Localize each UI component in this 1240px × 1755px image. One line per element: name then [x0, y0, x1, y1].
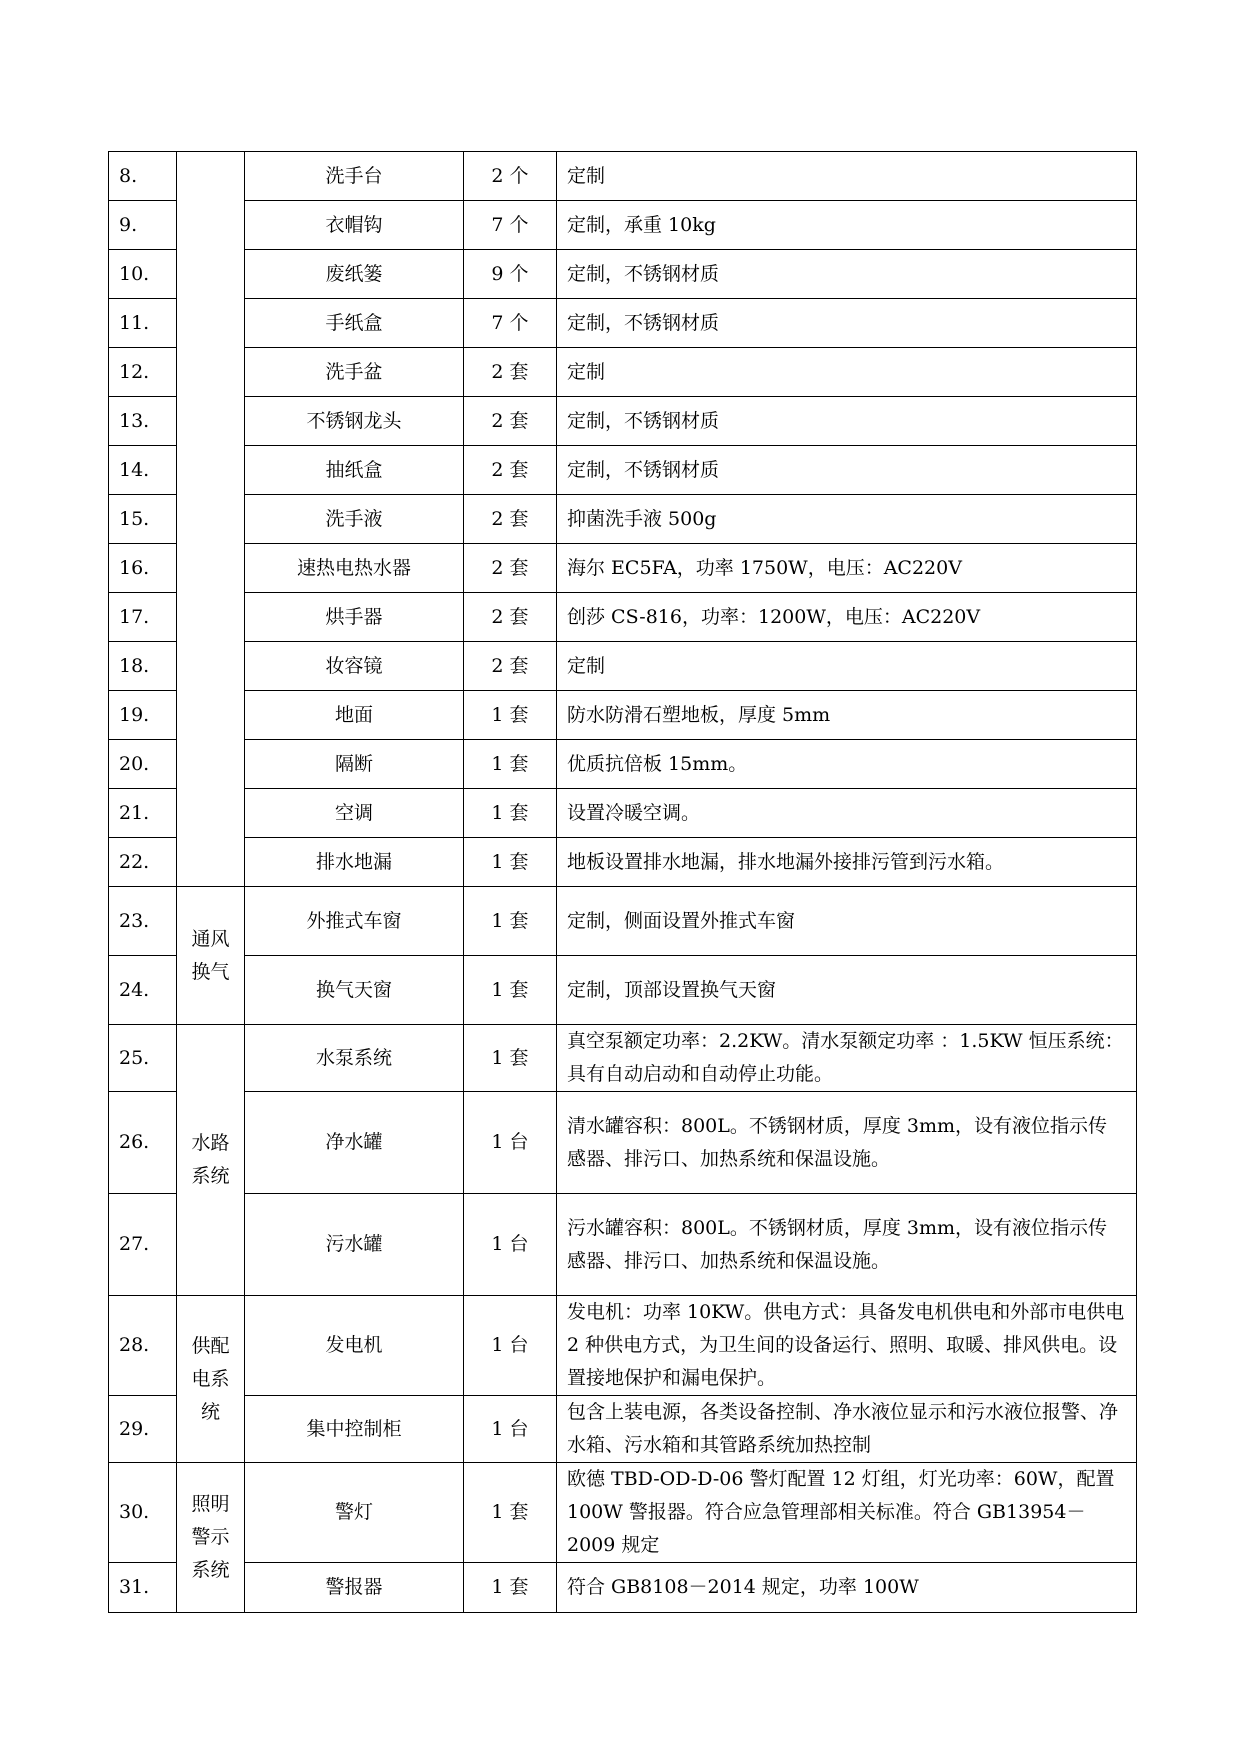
item-quantity: 1 套 — [464, 1563, 557, 1613]
table-row — [109, 544, 1137, 593]
row-number: 10. — [109, 250, 177, 299]
row-number: 21. — [109, 789, 177, 838]
item-name: 抽纸盒 — [245, 446, 464, 495]
table-row — [109, 956, 1137, 1025]
item-name: 烘手器 — [245, 593, 464, 642]
item-description: 定制，承重 10kg — [557, 201, 1137, 250]
table-row — [109, 887, 1137, 956]
row-number: 30. — [109, 1463, 177, 1563]
row-number: 18. — [109, 642, 177, 691]
item-name: 换气天窗 — [245, 956, 464, 1025]
item-quantity: 9 个 — [464, 250, 557, 299]
table-row — [109, 789, 1137, 838]
row-number: 8. — [109, 152, 177, 201]
item-name: 警灯 — [245, 1463, 464, 1563]
item-description: 抑菌洗手液 500g — [557, 495, 1137, 544]
item-name: 水泵系统 — [245, 1025, 464, 1092]
table-row — [109, 250, 1137, 299]
item-quantity: 1 台 — [464, 1092, 557, 1194]
item-description: 发电机：功率 10KW。供电方式：具备发电机供电和外部市电供电 2 种供电方式，为卫生间的设备运行、照明、取暖、排风供电。设置接地保护和漏电保护。 — [557, 1296, 1137, 1396]
table-row — [109, 299, 1137, 348]
table-row — [109, 446, 1137, 495]
item-name: 地面 — [245, 691, 464, 740]
table-row — [109, 152, 1137, 201]
table-row — [109, 740, 1137, 789]
item-quantity: 1 套 — [464, 1463, 557, 1563]
item-quantity: 1 套 — [464, 887, 557, 956]
row-number: 14. — [109, 446, 177, 495]
item-name: 污水罐 — [245, 1194, 464, 1296]
category-power: 供配电系统 — [177, 1296, 245, 1463]
table-row — [109, 1092, 1137, 1194]
item-description: 定制 — [557, 152, 1137, 201]
table-row — [109, 838, 1137, 887]
row-number: 31. — [109, 1563, 177, 1613]
item-quantity: 1 套 — [464, 956, 557, 1025]
row-number: 29. — [109, 1396, 177, 1463]
row-number: 22. — [109, 838, 177, 887]
item-description: 创莎 CS-816，功率：1200W，电压：AC220V — [557, 593, 1137, 642]
item-name: 洗手液 — [245, 495, 464, 544]
item-description: 符合 GB8108－2014 规定，功率 100W — [557, 1563, 1137, 1613]
row-number: 25. — [109, 1025, 177, 1092]
item-name: 集中控制柜 — [245, 1396, 464, 1463]
item-quantity: 2 套 — [464, 495, 557, 544]
category-cell-blank — [177, 152, 245, 887]
item-description: 清水罐容积：800L。不锈钢材质，厚度 3mm，设有液位指示传感器、排污口、加热系统和保温设施。 — [557, 1092, 1137, 1194]
item-description: 海尔 EC5FA，功率 1750W，电压：AC220V — [557, 544, 1137, 593]
item-quantity: 1 套 — [464, 1025, 557, 1092]
row-number: 28. — [109, 1296, 177, 1396]
item-quantity: 1 台 — [464, 1296, 557, 1396]
item-quantity: 7 个 — [464, 299, 557, 348]
item-description: 定制，不锈钢材质 — [557, 250, 1137, 299]
row-number: 17. — [109, 593, 177, 642]
row-number: 20. — [109, 740, 177, 789]
equipment-spec-table — [108, 151, 1137, 1613]
item-quantity: 1 台 — [464, 1396, 557, 1463]
item-description: 定制，侧面设置外推式车窗 — [557, 887, 1137, 956]
item-name: 净水罐 — [245, 1092, 464, 1194]
item-description: 地板设置排水地漏，排水地漏外接排污管到污水箱。 — [557, 838, 1137, 887]
item-quantity: 7 个 — [464, 201, 557, 250]
item-quantity: 2 套 — [464, 544, 557, 593]
item-description: 欧德 TBD-OD-D-06 警灯配置 12 灯组，灯光功率：60W，配置 100W 警报器。符合应急管理部相关标准。符合 GB13954－2009 规定 — [557, 1463, 1137, 1563]
row-number: 27. — [109, 1194, 177, 1296]
item-name: 妆容镜 — [245, 642, 464, 691]
item-name: 手纸盒 — [245, 299, 464, 348]
item-name: 空调 — [245, 789, 464, 838]
row-number: 24. — [109, 956, 177, 1025]
item-quantity: 2 套 — [464, 446, 557, 495]
item-name: 废纸篓 — [245, 250, 464, 299]
table-row — [109, 642, 1137, 691]
item-quantity: 2 套 — [464, 397, 557, 446]
row-number: 12. — [109, 348, 177, 397]
item-description: 污水罐容积：800L。不锈钢材质，厚度 3mm，设有液位指示传感器、排污口、加热系统和保温设施。 — [557, 1194, 1137, 1296]
row-number: 9. — [109, 201, 177, 250]
item-description: 定制，不锈钢材质 — [557, 397, 1137, 446]
item-quantity: 2 个 — [464, 152, 557, 201]
table-row — [109, 1463, 1137, 1563]
row-number: 23. — [109, 887, 177, 956]
table-row — [109, 1025, 1137, 1092]
row-number: 15. — [109, 495, 177, 544]
table-row — [109, 495, 1137, 544]
row-number: 11. — [109, 299, 177, 348]
item-name: 警报器 — [245, 1563, 464, 1613]
table-row — [109, 1296, 1137, 1396]
category-water: 水路系统 — [177, 1025, 245, 1296]
table-row — [109, 1396, 1137, 1463]
table-row — [109, 201, 1137, 250]
item-description: 定制，不锈钢材质 — [557, 446, 1137, 495]
item-quantity: 1 台 — [464, 1194, 557, 1296]
item-name: 排水地漏 — [245, 838, 464, 887]
row-number: 19. — [109, 691, 177, 740]
item-quantity: 1 套 — [464, 789, 557, 838]
item-name: 不锈钢龙头 — [245, 397, 464, 446]
item-description: 防水防滑石塑地板，厚度 5mm — [557, 691, 1137, 740]
category-ventilation: 通风换气 — [177, 887, 245, 1025]
item-description: 优质抗倍板 15mm。 — [557, 740, 1137, 789]
table-row — [109, 691, 1137, 740]
item-quantity: 2 套 — [464, 642, 557, 691]
row-number: 16. — [109, 544, 177, 593]
table-row — [109, 348, 1137, 397]
item-name: 发电机 — [245, 1296, 464, 1396]
row-number: 13. — [109, 397, 177, 446]
item-name: 洗手盆 — [245, 348, 464, 397]
table-row — [109, 1194, 1137, 1296]
table-row — [109, 593, 1137, 642]
item-description: 真空泵额定功率：2.2KW。清水泵额定功率 ：1.5KW 恒压系统：具有自动启动和自动停止功能。 — [557, 1025, 1137, 1092]
item-description: 定制 — [557, 642, 1137, 691]
table-row — [109, 1563, 1137, 1613]
item-name: 速热电热水器 — [245, 544, 464, 593]
item-description: 包含上装电源，各类设备控制、净水液位显示和污水液位报警、净水箱、污水箱和其管路系统加热控制 — [557, 1396, 1137, 1463]
item-quantity: 1 套 — [464, 691, 557, 740]
item-name: 外推式车窗 — [245, 887, 464, 956]
row-number: 26. — [109, 1092, 177, 1194]
table-row — [109, 397, 1137, 446]
item-quantity: 1 套 — [464, 740, 557, 789]
item-name: 衣帽钩 — [245, 201, 464, 250]
item-quantity: 1 套 — [464, 838, 557, 887]
item-quantity: 2 套 — [464, 593, 557, 642]
item-quantity: 2 套 — [464, 348, 557, 397]
item-description: 定制，不锈钢材质 — [557, 299, 1137, 348]
item-name: 洗手台 — [245, 152, 464, 201]
item-name: 隔断 — [245, 740, 464, 789]
category-lighting: 照明警示系统 — [177, 1463, 245, 1613]
item-description: 设置冷暖空调。 — [557, 789, 1137, 838]
item-description: 定制 — [557, 348, 1137, 397]
item-description: 定制，顶部设置换气天窗 — [557, 956, 1137, 1025]
